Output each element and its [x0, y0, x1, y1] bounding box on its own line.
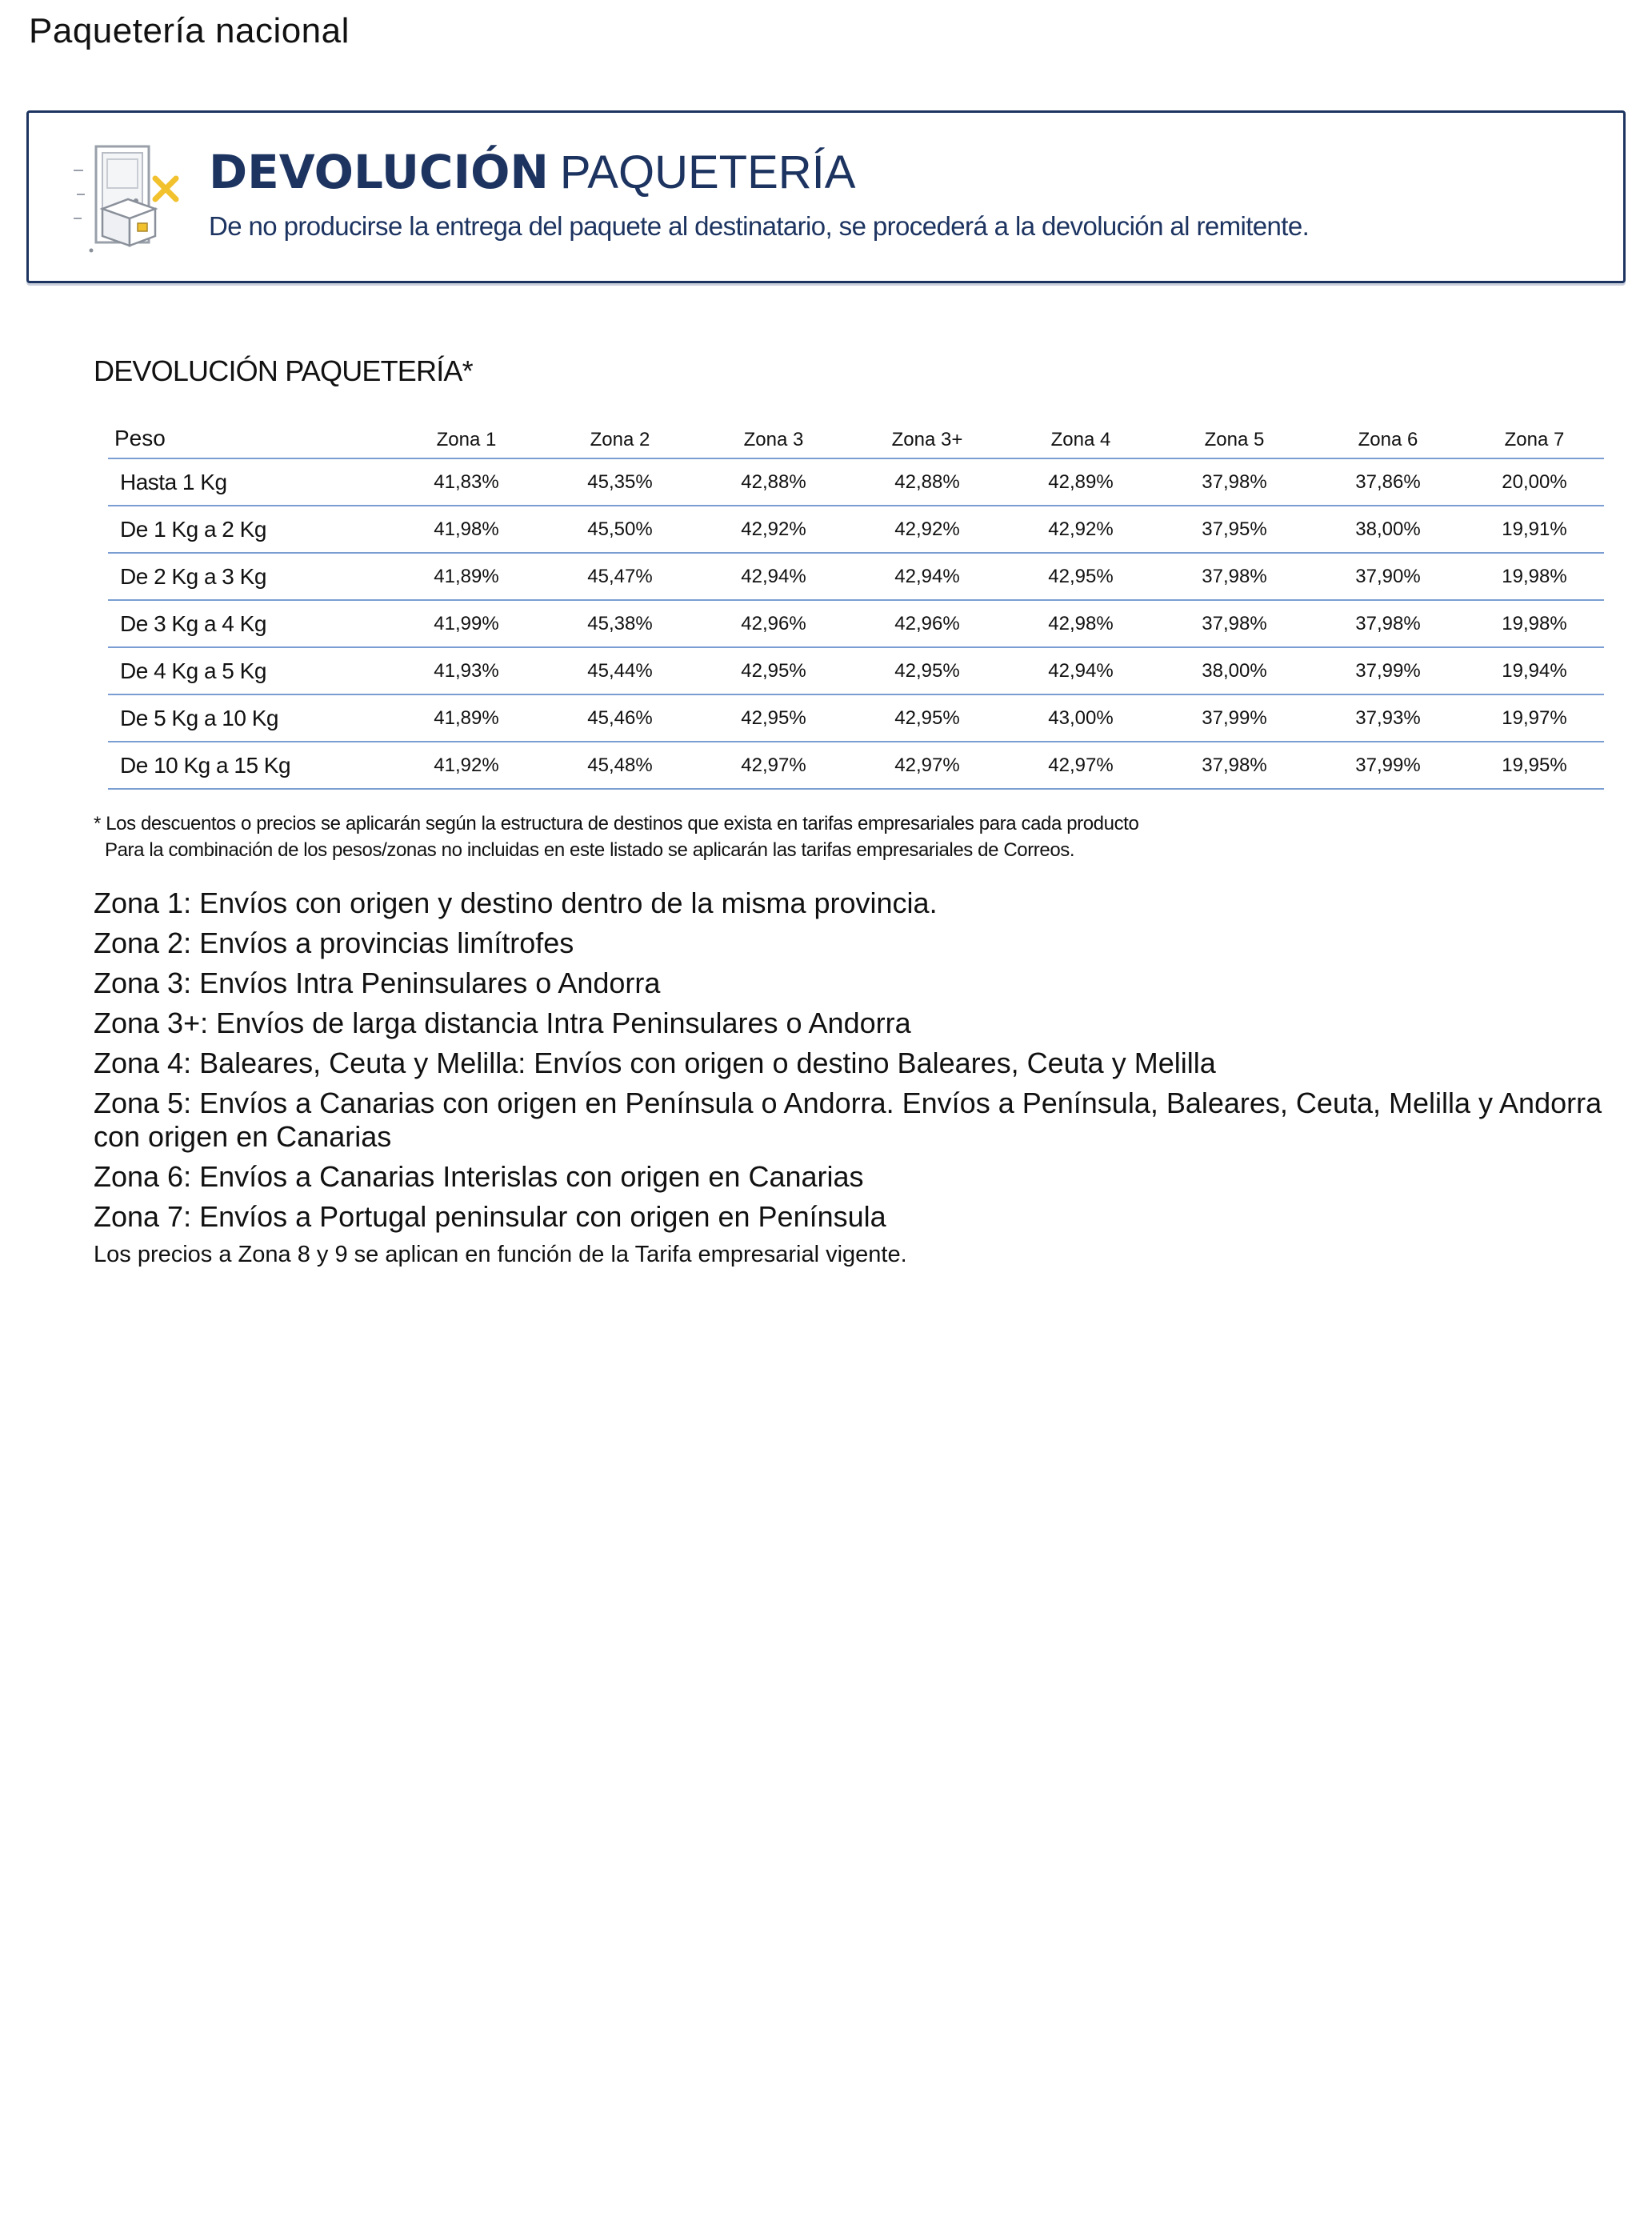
rate-cell: 42,95% — [850, 647, 1004, 694]
rate-cell: 37,90% — [1311, 553, 1465, 600]
zone-description: Zona 7: Envíos a Portugal peninsular con origen en Península — [94, 1200, 886, 1233]
rate-cell: 45,38% — [543, 600, 697, 647]
column-header: Zona 4 — [1004, 408, 1158, 458]
rate-cell: 42,95% — [697, 694, 850, 742]
column-header: Zona 3+ — [850, 408, 1004, 458]
rate-cell: 42,98% — [1004, 600, 1158, 647]
rate-cell: 41,93% — [390, 647, 543, 694]
rate-cell: 42,97% — [697, 742, 850, 789]
table-row — [108, 694, 1604, 742]
weight-cell: De 1 Kg a 2 Kg — [108, 506, 390, 553]
zone-description: Zona 1: Envíos con origen y destino dentro de la misma provincia. — [94, 886, 938, 919]
rate-cell: 43,00% — [1004, 694, 1158, 742]
zones-note: Los precios a Zona 8 y 9 se aplican en función de la Tarifa empresarial vigente. — [94, 1242, 907, 1267]
table-header-row — [108, 408, 1604, 458]
rate-cell: 41,92% — [390, 742, 543, 789]
column-header: Peso — [108, 408, 390, 458]
banner-title-bold: DEVOLUCIÓN — [209, 145, 549, 199]
column-header: Zona 1 — [390, 408, 543, 458]
rate-cell: 37,98% — [1158, 600, 1311, 647]
rate-cell: 45,50% — [543, 506, 697, 553]
table-row — [108, 553, 1604, 600]
rate-cell: 41,83% — [390, 458, 543, 506]
rate-cell: 42,94% — [697, 553, 850, 600]
rate-cell: 37,86% — [1311, 458, 1465, 506]
rate-cell: 37,99% — [1158, 694, 1311, 742]
column-header: Zona 7 — [1465, 408, 1604, 458]
rate-cell: 42,95% — [850, 694, 1004, 742]
rate-cell: 42,88% — [850, 458, 1004, 506]
footnotes — [94, 810, 1138, 863]
weight-cell: De 5 Kg a 10 Kg — [108, 694, 390, 742]
table-row — [108, 506, 1604, 553]
rate-cell: 42,97% — [1004, 742, 1158, 789]
column-header: Zona 6 — [1311, 408, 1465, 458]
zone-description: Zona 3+: Envíos de larga distancia Intra Peninsulares o Andorra — [94, 1006, 911, 1039]
column-header: Zona 5 — [1158, 408, 1311, 458]
rate-cell: 42,92% — [850, 506, 1004, 553]
rate-cell: 37,98% — [1311, 600, 1465, 647]
zone-description: Zona 5: Envíos a Canarias con origen en Península o Andorra. Envíos a Península, Baleares, Ceuta, Melilla y Andorra con origen en Canarias — [94, 1086, 1602, 1153]
rate-cell: 41,89% — [390, 694, 543, 742]
rate-cell: 37,93% — [1311, 694, 1465, 742]
rate-cell: 38,00% — [1311, 506, 1465, 553]
zone-description: Zona 6: Envíos a Canarias Interislas con origen en Canarias — [94, 1160, 864, 1193]
rate-cell: 42,94% — [850, 553, 1004, 600]
rate-cell: 41,98% — [390, 506, 543, 553]
weight-cell: De 10 Kg a 15 Kg — [108, 742, 390, 789]
banner-description: De no producirse la entrega del paquete al destinatario, se procederá a la devolución al remitente. — [209, 211, 1310, 241]
banner-title — [209, 145, 855, 199]
rate-cell: 45,35% — [543, 458, 697, 506]
table-row — [108, 647, 1604, 694]
rate-cell: 42,95% — [1004, 553, 1158, 600]
rate-cell: 42,96% — [850, 600, 1004, 647]
zone-description: Zona 2: Envíos a provincias limítrofes — [94, 926, 574, 959]
rate-cell: 19,98% — [1465, 553, 1604, 600]
footnote-line: Para la combinación de los pesos/zonas no incluidas en este listado se aplicarán las tarifas empresariales de Correos. — [105, 839, 1075, 861]
table-row — [108, 742, 1604, 789]
weight-cell: Hasta 1 Kg — [108, 458, 390, 506]
rate-cell: 42,92% — [1004, 506, 1158, 553]
rate-cell: 41,89% — [390, 553, 543, 600]
rate-cell: 45,48% — [543, 742, 697, 789]
weight-cell: De 2 Kg a 3 Kg — [108, 553, 390, 600]
banner-title-regular: PAQUETERÍA — [559, 146, 856, 198]
zones-list — [94, 886, 1630, 1269]
rate-cell: 37,95% — [1158, 506, 1311, 553]
zone-description: Zona 3: Envíos Intra Peninsulares o Andorra — [94, 966, 661, 999]
zone-description: Zona 4: Baleares, Ceuta y Melilla: Envíos con origen o destino Baleares, Ceuta y Melilla — [94, 1046, 1216, 1079]
rate-cell: 42,92% — [697, 506, 850, 553]
rate-cell: 38,00% — [1158, 647, 1311, 694]
column-header: Zona 3 — [697, 408, 850, 458]
devolucion-banner — [26, 110, 1626, 283]
rate-cell: 37,99% — [1311, 647, 1465, 694]
column-header: Zona 2 — [543, 408, 697, 458]
table-row — [108, 600, 1604, 647]
rate-cell: 19,91% — [1465, 506, 1604, 553]
rate-cell: 41,99% — [390, 600, 543, 647]
door-box-cross-icon — [66, 138, 194, 258]
rate-cell: 45,44% — [543, 647, 697, 694]
rate-cell: 37,99% — [1311, 742, 1465, 789]
weight-cell: De 4 Kg a 5 Kg — [108, 647, 390, 694]
rate-cell: 42,89% — [1004, 458, 1158, 506]
rate-cell: 37,98% — [1158, 553, 1311, 600]
rate-cell: 42,97% — [850, 742, 1004, 789]
section-title: DEVOLUCIÓN PAQUETERÍA* — [94, 354, 473, 387]
table-row — [108, 458, 1604, 506]
rate-cell: 45,47% — [543, 553, 697, 600]
weight-cell: De 3 Kg a 4 Kg — [108, 600, 390, 647]
rate-cell: 19,98% — [1465, 600, 1604, 647]
rate-cell: 42,95% — [697, 647, 850, 694]
rate-cell: 19,94% — [1465, 647, 1604, 694]
rates-table — [108, 408, 1604, 790]
rate-cell: 19,95% — [1465, 742, 1604, 789]
rate-cell: 19,97% — [1465, 694, 1604, 742]
page-title: Paquetería nacional — [29, 11, 350, 50]
rate-cell: 20,00% — [1465, 458, 1604, 506]
rate-cell: 37,98% — [1158, 458, 1311, 506]
footnote-line: * Los descuentos o precios se aplicarán según la estructura de destinos que exista en tarifas empresariales para cada producto — [94, 813, 1139, 834]
rate-cell: 45,46% — [543, 694, 697, 742]
rate-cell: 42,88% — [697, 458, 850, 506]
rate-cell: 37,98% — [1158, 742, 1311, 789]
rate-cell: 42,94% — [1004, 647, 1158, 694]
rate-cell: 42,96% — [697, 600, 850, 647]
